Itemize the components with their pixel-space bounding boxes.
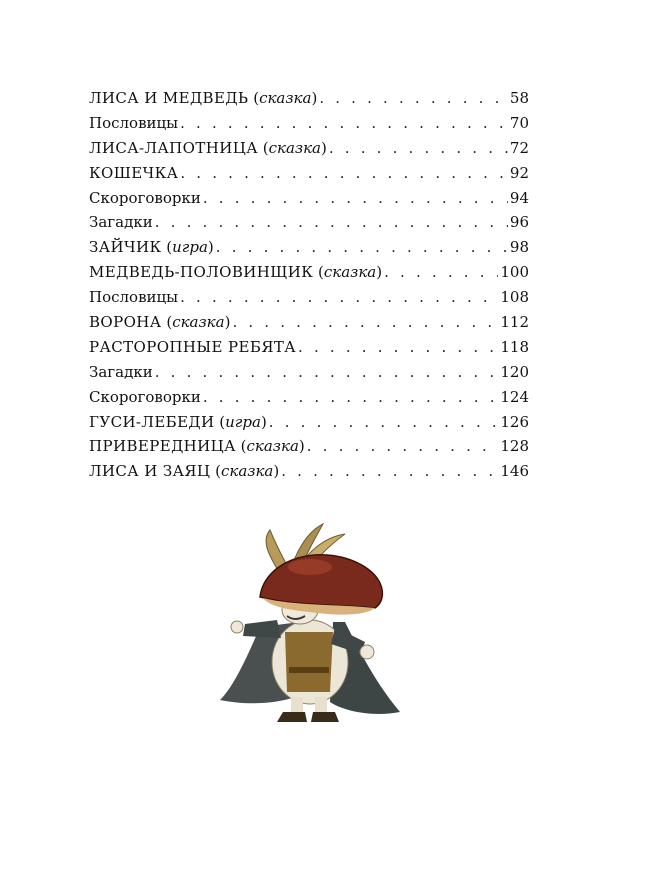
toc-entry-title <box>89 111 178 136</box>
toc-dot-leader <box>180 111 508 136</box>
toc-entry-title <box>89 285 178 310</box>
toc-entry-title: ЛИСА И МЕДВЕДЬ (сказка) <box>89 89 318 107</box>
toc-entry-page: 120 <box>500 362 529 381</box>
toc-entry-title: МЕДВЕДЬ-ПОЛОВИНЩИК (сказка) <box>89 263 383 282</box>
toc-entry-title <box>89 210 153 235</box>
toc-entry-title: ЗАЙЧИК (игра) <box>89 238 214 257</box>
toc-entry-page: 92 <box>509 163 529 182</box>
toc-entry-title-text: ЛИСА-ЛАПОТНИЦА <box>89 138 258 157</box>
toc-entry-page: 118 <box>500 337 529 356</box>
toc-dot-leader <box>155 210 508 235</box>
toc-entry-title-text: МЕДВЕДЬ-ПОЛОВИНЩИК <box>89 263 314 282</box>
toc-dot-leader <box>319 86 508 111</box>
toc-entry <box>89 86 529 111</box>
toc-entry-page: 98 <box>509 238 529 257</box>
toc-entry-title-text: КОШЕЧКА <box>89 163 179 182</box>
mushroom-character-illustration <box>215 512 415 727</box>
toc-entry-page: 112 <box>500 313 529 332</box>
toc-entry-title <box>89 186 201 211</box>
toc-entry-title <box>89 335 296 360</box>
toc-entry-title-text: Загадки <box>89 362 153 381</box>
toc-entry-title <box>89 385 201 410</box>
toc-entry <box>89 310 529 335</box>
toc-entry-note: сказка <box>259 89 312 107</box>
toc-entry-note: сказка <box>268 138 321 157</box>
toc-entry-page: 94 <box>509 188 529 207</box>
toc-entry-title: ПРИВЕРЕДНИЦА (сказка) <box>89 437 305 456</box>
toc-entry <box>89 285 529 310</box>
table-of-contents <box>89 86 529 484</box>
toc-entry-page: 96 <box>509 213 529 232</box>
toc-entry <box>89 410 529 435</box>
toc-entry-title-text: ЛИСА И ЗАЯЦ <box>89 462 211 481</box>
toc-dot-leader <box>281 459 498 484</box>
toc-entry-title-text: Скороговорки <box>89 387 201 406</box>
toc-entry-note: сказка <box>220 462 274 481</box>
toc-entry-title-text: ПРИВЕРЕДНИЦА <box>89 437 236 456</box>
toc-entry-note: игра <box>172 238 208 257</box>
toc-entry-title <box>89 360 153 385</box>
toc-entry-page: 72 <box>509 138 529 157</box>
toc-dot-leader <box>329 136 508 161</box>
toc-entry <box>89 385 529 410</box>
toc-entry-title-text: ГУСИ-ЛЕБЕДИ <box>89 412 215 431</box>
toc-entry <box>89 335 529 360</box>
toc-entry-title: ГУСИ-ЛЕБЕДИ (игра) <box>89 412 267 431</box>
toc-entry <box>89 210 529 235</box>
toc-dot-leader <box>384 260 498 285</box>
toc-dot-leader <box>269 410 499 435</box>
toc-dot-leader <box>180 161 508 186</box>
toc-entry-page: 128 <box>500 437 529 456</box>
toc-entry-page: 146 <box>500 462 529 481</box>
toc-entry-title: ЛИСА И ЗАЯЦ (сказка) <box>89 462 280 481</box>
toc-entry-title-text: ВОРОНА <box>89 313 162 332</box>
toc-entry-title <box>89 161 178 186</box>
toc-entry <box>89 459 529 484</box>
toc-entry-title-text: РАСТОРОПНЫЕ РЕБЯТА <box>89 337 297 356</box>
toc-entry-title-text: Скороговорки <box>89 188 201 207</box>
toc-entry-title-text: Загадки <box>89 213 153 232</box>
toc-dot-leader <box>307 434 499 459</box>
toc-entry-note: сказка <box>172 313 225 332</box>
toc-entry <box>89 161 529 186</box>
toc-entry <box>89 434 529 459</box>
toc-entry-page: 58 <box>509 89 529 107</box>
toc-entry-page: 100 <box>500 263 529 282</box>
toc-entry-note: сказка <box>323 263 377 282</box>
toc-entry <box>89 235 529 260</box>
toc-entry-title-text: ЛИСА И МЕДВЕДЬ <box>89 89 249 107</box>
toc-entry-title-text: ЗАЙЧИК <box>89 238 162 257</box>
toc-entry <box>89 111 529 136</box>
toc-entry-title-text: Пословицы <box>89 288 179 307</box>
toc-entry-page: 70 <box>509 113 529 132</box>
toc-entry-page: 126 <box>500 412 529 431</box>
toc-entry <box>89 360 529 385</box>
toc-dot-leader <box>232 310 498 335</box>
toc-entry-page: 124 <box>500 387 529 406</box>
toc-entry-note: сказка <box>246 437 299 456</box>
toc-dot-leader <box>216 235 508 260</box>
toc-entry-title: ЛИСА-ЛАПОТНИЦА (сказка) <box>89 138 327 157</box>
toc-entry-title-text: Пословицы <box>89 113 179 132</box>
toc-entry <box>89 136 529 161</box>
toc-dot-leader <box>155 360 499 385</box>
toc-dot-leader <box>298 335 498 360</box>
toc-entry-title: ВОРОНА (сказка) <box>89 313 231 332</box>
toc-entry-note: игра <box>225 412 261 431</box>
toc-dot-leader <box>203 186 508 211</box>
toc-dot-leader <box>203 385 499 410</box>
toc-entry <box>89 260 529 285</box>
toc-entry <box>89 186 529 211</box>
toc-dot-leader <box>180 285 498 310</box>
toc-entry-page: 108 <box>500 288 529 307</box>
